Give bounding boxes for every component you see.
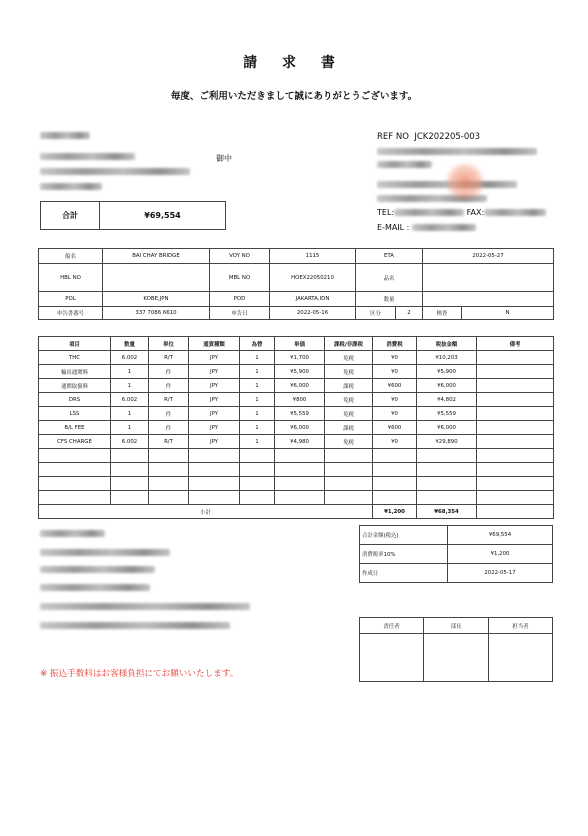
charges-table [38, 336, 554, 519]
charge-row-empty [39, 463, 554, 477]
charge-cell-remarks [477, 351, 554, 365]
charge-cell-remarks [477, 407, 554, 421]
charge-cell-empty [111, 449, 149, 463]
ref-value: JCK202205-003 [414, 132, 481, 142]
charge-row-empty [39, 449, 554, 463]
charge-cell-empty [477, 449, 554, 463]
pod-value: JAKARTA,IDN [270, 292, 356, 307]
charge-cell-remarks [477, 421, 554, 435]
total-label: 合計 [41, 202, 100, 230]
bank-line6-redacted [40, 622, 230, 629]
charge-cell-unit-price: ¥6,000 [275, 379, 325, 393]
charge-cell-empty [477, 463, 554, 477]
summary-date-label: 作成日 [360, 564, 448, 583]
charge-cell-empty [189, 449, 240, 463]
charge-row [39, 421, 554, 435]
approval-manager-label: 責任者 [360, 618, 424, 634]
summary-total-value: ¥69,554 [448, 526, 553, 545]
charge-cell-qty: 6.002 [111, 351, 149, 365]
sender-postal-redacted [377, 161, 432, 168]
charge-cell-empty [373, 491, 417, 505]
charge-cell-empty [111, 477, 149, 491]
charge-cell-item: LSS [39, 407, 111, 421]
charge-cell-amount: ¥4,802 [417, 393, 477, 407]
charge-cell-empty [240, 463, 275, 477]
charge-cell-empty [477, 491, 554, 505]
charge-cell-empty [373, 463, 417, 477]
charge-cell-unit-price: ¥1,700 [275, 351, 325, 365]
greeting-text: 毎度、ご利用いただきまして誠にありがとうございます。 [170, 91, 418, 102]
hbl-label: HBL NO [39, 264, 103, 292]
approval-table [359, 617, 553, 682]
charge-cell-empty [477, 477, 554, 491]
subtotal-amount: ¥68,354 [417, 505, 477, 519]
charge-cell-remarks [477, 365, 554, 379]
approval-staff-label: 担当者 [489, 618, 553, 634]
col-header-tax: 消費税 [373, 337, 417, 351]
charge-cell-currency: JPY [189, 421, 240, 435]
email-line [377, 223, 476, 232]
charge-cell-tax: ¥0 [373, 407, 417, 421]
charge-cell-item: THC [39, 351, 111, 365]
col-header-amount: 税抜金額 [417, 337, 477, 351]
charge-cell-empty [240, 491, 275, 505]
charge-cell-amount: ¥29,890 [417, 435, 477, 449]
sender-name-redacted [377, 148, 537, 155]
charge-cell-empty [373, 449, 417, 463]
col-header-unit-price: 単価 [275, 337, 325, 351]
charge-cell-unit-price: ¥5,900 [275, 365, 325, 379]
charge-cell-rate: 1 [240, 407, 275, 421]
charge-cell-empty [149, 491, 189, 505]
pod-label: POD [210, 292, 270, 307]
charge-cell-tax: ¥0 [373, 393, 417, 407]
bank-line4-redacted [40, 584, 150, 591]
summary-table [359, 525, 553, 583]
item-label: 品名 [356, 264, 423, 292]
category-label: 区分 [356, 307, 396, 320]
declaration-date-label: 申告日 [210, 307, 270, 320]
charge-cell-currency: JPY [189, 407, 240, 421]
charge-row-empty [39, 491, 554, 505]
mbl-value: HOEX22050210 [270, 264, 356, 292]
summary-tax-value: ¥1,200 [448, 545, 553, 564]
charge-cell-taxable: 免税 [325, 365, 373, 379]
charge-cell-taxable: 課税 [325, 421, 373, 435]
charge-cell-rate: 1 [240, 351, 275, 365]
charge-cell-empty [417, 463, 477, 477]
charge-cell-rate: 1 [240, 379, 275, 393]
ref-number [377, 132, 480, 142]
charge-cell-empty [325, 477, 373, 491]
eta-value: 2022-05-27 [423, 249, 554, 264]
bank-line2-redacted [40, 549, 170, 556]
recipient-address2-redacted [40, 183, 102, 190]
vessel-label: 船名 [39, 249, 103, 264]
charge-cell-tax: ¥0 [373, 351, 417, 365]
charge-cell-empty [417, 477, 477, 491]
charge-cell-amount: ¥5,559 [417, 407, 477, 421]
charge-row [39, 365, 554, 379]
recipient-address-redacted [40, 168, 190, 175]
charge-cell-amount: ¥6,000 [417, 379, 477, 393]
charge-cell-empty [240, 449, 275, 463]
approval-manager-stamp [360, 634, 424, 682]
fax-redacted [484, 209, 546, 216]
charge-row [39, 407, 554, 421]
inspection-label: 検査 [423, 307, 462, 320]
charge-cell-unit: 件 [149, 365, 189, 379]
subtotal-tax: ¥1,200 [373, 505, 417, 519]
email-label: E-MAIL : [377, 223, 410, 232]
charge-cell-taxable: 免税 [325, 407, 373, 421]
charge-cell-empty [111, 463, 149, 477]
recipient-name-redacted [40, 153, 135, 160]
summary-total-label: 合計金額(税込) [360, 526, 448, 545]
email-redacted [412, 224, 476, 231]
charge-cell-taxable: 免税 [325, 393, 373, 407]
charge-cell-unit: R/T [149, 351, 189, 365]
eta-label: ETA [356, 249, 423, 264]
qty-value [423, 292, 554, 307]
charge-cell-qty: 6.002 [111, 435, 149, 449]
charge-cell-amount: ¥10,203 [417, 351, 477, 365]
charge-cell-rate: 1 [240, 435, 275, 449]
recipient-postal-redacted [40, 132, 90, 139]
charge-cell-currency: JPY [189, 379, 240, 393]
charge-cell-empty [275, 463, 325, 477]
summary-tax-label: 消費税率10% [360, 545, 448, 564]
subtotal-label: 小計 [39, 505, 373, 519]
charge-cell-remarks [477, 393, 554, 407]
charge-row [39, 435, 554, 449]
col-header-currency: 通貨種類 [189, 337, 240, 351]
charge-cell-empty [39, 491, 111, 505]
bank-line3-redacted [40, 566, 155, 573]
charge-cell-empty [39, 463, 111, 477]
qty-label: 数量 [356, 292, 423, 307]
charge-cell-empty [39, 477, 111, 491]
charge-cell-currency: JPY [189, 393, 240, 407]
transfer-fee-notice: ※ 振込手数料はお客様負担にてお願いいたします。 [40, 669, 239, 679]
pol-value: KOBE,JPN [103, 292, 210, 307]
charge-cell-empty [189, 463, 240, 477]
charge-cell-unit-price: ¥6,000 [275, 421, 325, 435]
charge-cell-item: 輸出通関料 [39, 365, 111, 379]
vessel-value: BAI CHAY BRIDGE [103, 249, 210, 264]
bank-line1-redacted [40, 530, 105, 537]
charge-cell-unit: 件 [149, 379, 189, 393]
charge-cell-empty [149, 449, 189, 463]
category-value: 2 [396, 307, 423, 320]
ref-label: REF NO [377, 132, 409, 142]
charge-cell-amount: ¥5,900 [417, 365, 477, 379]
tel-label: TEL: [377, 208, 395, 217]
charge-cell-empty [417, 491, 477, 505]
charge-cell-currency: JPY [189, 435, 240, 449]
voy-label: VOY NO [210, 249, 270, 264]
charge-cell-empty [275, 491, 325, 505]
charge-row [39, 351, 554, 365]
charge-cell-empty [39, 449, 111, 463]
charge-cell-empty [325, 491, 373, 505]
mbl-label: MBL NO [210, 264, 270, 292]
charge-cell-empty [325, 463, 373, 477]
col-header-unit: 単位 [149, 337, 189, 351]
charge-row [39, 379, 554, 393]
charge-cell-qty: 1 [111, 365, 149, 379]
charge-cell-tax: ¥600 [373, 379, 417, 393]
charge-cell-qty: 1 [111, 407, 149, 421]
charges-header-row [39, 337, 554, 351]
inspection-value: N [462, 307, 554, 320]
voy-value: 1115 [270, 249, 356, 264]
charge-cell-unit: R/T [149, 435, 189, 449]
charge-cell-rate: 1 [240, 393, 275, 407]
tel-redacted [394, 209, 464, 216]
declaration-label: 申告書番号 [39, 307, 103, 320]
charge-cell-unit-price: ¥4,980 [275, 435, 325, 449]
charge-cell-amount: ¥6,000 [417, 421, 477, 435]
subtotal-remarks [477, 505, 554, 519]
charge-cell-currency: JPY [189, 365, 240, 379]
charge-cell-rate: 1 [240, 421, 275, 435]
charge-cell-empty [275, 449, 325, 463]
charge-cell-qty: 1 [111, 379, 149, 393]
approval-director-label: 部長 [424, 618, 489, 634]
charge-cell-currency: JPY [189, 351, 240, 365]
charge-cell-unit-price: ¥800 [275, 393, 325, 407]
charge-cell-item: CFS CHARGE [39, 435, 111, 449]
charge-row-empty [39, 477, 554, 491]
shipment-info-table [38, 248, 554, 320]
charge-cell-item: B/L FEE [39, 421, 111, 435]
charge-cell-item: 通関取扱料 [39, 379, 111, 393]
charge-cell-empty [189, 491, 240, 505]
charge-cell-item: DRS [39, 393, 111, 407]
approval-staff-stamp [489, 634, 553, 682]
item-value [423, 264, 554, 292]
charge-cell-qty: 1 [111, 421, 149, 435]
document-title: 請 求 書 [243, 55, 345, 71]
recipient-honorific: 御中 [216, 154, 232, 163]
charge-cell-empty [373, 477, 417, 491]
total-amount: ¥69,554 [100, 202, 226, 230]
charge-cell-empty [240, 477, 275, 491]
charge-cell-unit: 件 [149, 421, 189, 435]
pol-label: POL [39, 292, 103, 307]
col-header-item: 項目 [39, 337, 111, 351]
charge-cell-empty [111, 491, 149, 505]
charge-cell-unit-price: ¥5,559 [275, 407, 325, 421]
col-header-rate: 為替 [240, 337, 275, 351]
charge-row [39, 393, 554, 407]
charge-cell-unit: R/T [149, 393, 189, 407]
declaration-date-value: 2022-05-16 [270, 307, 356, 320]
bank-line5-redacted [40, 603, 250, 610]
charge-cell-taxable: 免税 [325, 435, 373, 449]
summary-date-value: 2022-05-17 [448, 564, 553, 583]
charge-cell-taxable: 免税 [325, 351, 373, 365]
charge-cell-taxable: 課税 [325, 379, 373, 393]
charge-cell-tax: ¥0 [373, 435, 417, 449]
hbl-value [103, 264, 210, 292]
charge-cell-empty [275, 477, 325, 491]
tel-fax-line [377, 208, 546, 217]
col-header-taxable: 課税/非課税 [325, 337, 373, 351]
charge-cell-empty [189, 477, 240, 491]
charge-cell-unit: 件 [149, 407, 189, 421]
fax-label: FAX: [466, 208, 485, 217]
charge-cell-remarks [477, 435, 554, 449]
subtotal-row [39, 505, 554, 519]
charge-cell-rate: 1 [240, 365, 275, 379]
company-seal-stamp [446, 163, 484, 201]
charge-cell-empty [325, 449, 373, 463]
charge-cell-tax: ¥0 [373, 365, 417, 379]
declaration-value: 337 7086 6610 [103, 307, 210, 320]
col-header-remarks: 備考 [477, 337, 554, 351]
charge-cell-qty: 6.002 [111, 393, 149, 407]
charge-cell-empty [149, 463, 189, 477]
charge-cell-tax: ¥600 [373, 421, 417, 435]
charge-cell-empty [149, 477, 189, 491]
charge-cell-empty [417, 449, 477, 463]
total-box [40, 201, 226, 230]
col-header-qty: 数量 [111, 337, 149, 351]
charge-cell-remarks [477, 379, 554, 393]
approval-director-stamp [424, 634, 489, 682]
